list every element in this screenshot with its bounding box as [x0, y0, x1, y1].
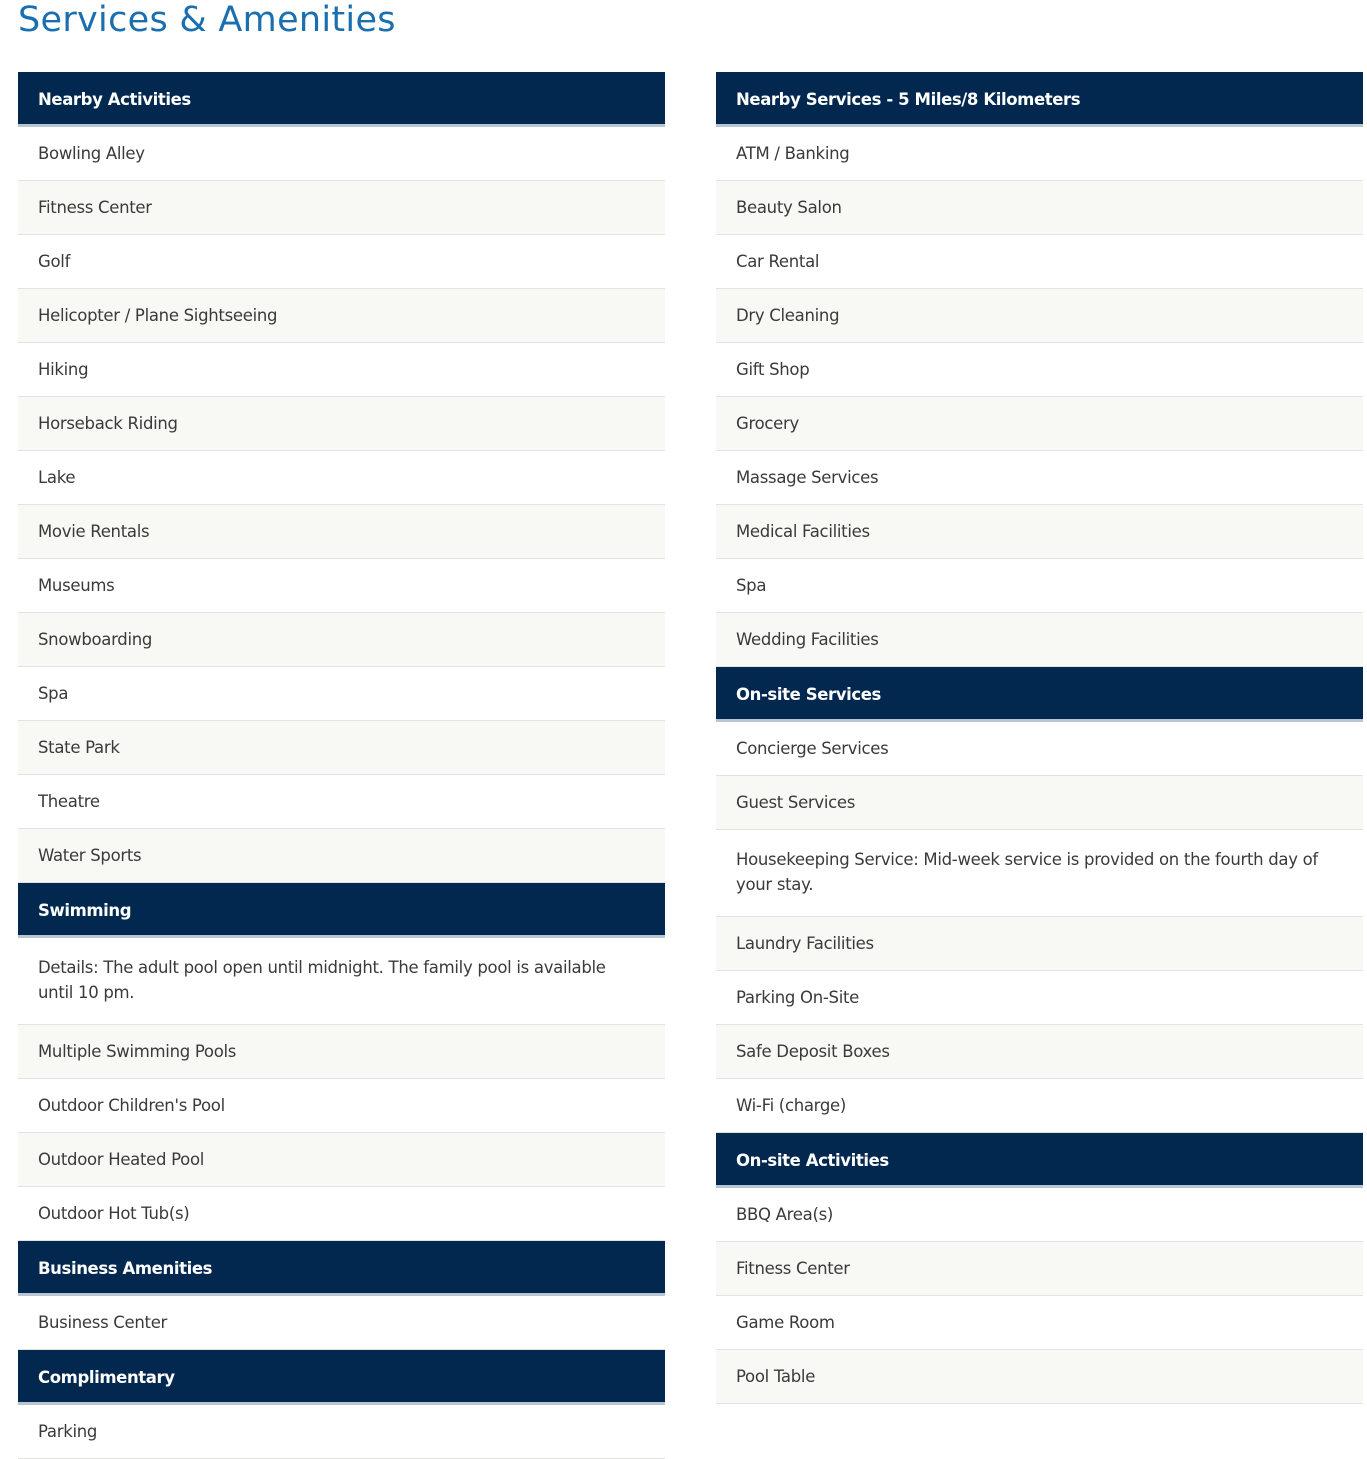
- amenity-list-item: Water Sports: [18, 829, 665, 883]
- amenity-list-item: Parking On-Site: [716, 971, 1363, 1025]
- section-header: Nearby Services - 5 Miles/8 Kilometers: [716, 72, 1363, 127]
- section-complimentary: [18, 1350, 665, 1459]
- amenity-list-item: Museums: [18, 559, 665, 613]
- amenity-list-item: Fitness Center: [18, 181, 665, 235]
- amenity-list-item: Parking: [18, 1405, 665, 1459]
- section-on-site-activities: [716, 1133, 1363, 1404]
- section-list: [18, 1296, 665, 1350]
- amenity-list-item: Details: The adult pool open until midnight. The family pool is available until 10 pm.: [18, 938, 665, 1025]
- right-column: [716, 72, 1363, 1404]
- section-list: [716, 127, 1363, 667]
- amenity-list-item: Business Center: [18, 1296, 665, 1350]
- amenity-list-item: Wi-Fi (charge): [716, 1079, 1363, 1133]
- section-header: On-site Activities: [716, 1133, 1363, 1188]
- section-business-amenities: [18, 1241, 665, 1350]
- amenity-list-item: BBQ Area(s): [716, 1188, 1363, 1242]
- section-list: [18, 127, 665, 883]
- amenity-list-item: Laundry Facilities: [716, 917, 1363, 971]
- section-header: Business Amenities: [18, 1241, 665, 1296]
- section-nearby-services-5-miles-8-kilometers: [716, 72, 1363, 667]
- section-list: [18, 938, 665, 1241]
- amenity-list-item: Game Room: [716, 1296, 1363, 1350]
- left-column: [18, 72, 665, 1459]
- amenity-list-item: Medical Facilities: [716, 505, 1363, 559]
- section-list: [18, 1405, 665, 1459]
- amenity-list-item: Fitness Center: [716, 1242, 1363, 1296]
- amenity-list-item: Golf: [18, 235, 665, 289]
- amenity-list-item: Housekeeping Service: Mid-week service is provided on the fourth day of your stay.: [716, 830, 1363, 917]
- amenity-list-item: Bowling Alley: [18, 127, 665, 181]
- amenity-list-item: Pool Table: [716, 1350, 1363, 1404]
- amenity-list-item: Hiking: [18, 343, 665, 397]
- amenity-list-item: Snowboarding: [18, 613, 665, 667]
- section-header: Complimentary: [18, 1350, 665, 1405]
- amenity-list-item: Beauty Salon: [716, 181, 1363, 235]
- section-on-site-services: [716, 667, 1363, 1133]
- amenity-list-item: Lake: [18, 451, 665, 505]
- amenity-list-item: Dry Cleaning: [716, 289, 1363, 343]
- section-header: Swimming: [18, 883, 665, 938]
- amenity-list-item: Outdoor Heated Pool: [18, 1133, 665, 1187]
- amenity-list-item: Massage Services: [716, 451, 1363, 505]
- page-title: Services & Amenities: [18, 0, 396, 40]
- section-header: On-site Services: [716, 667, 1363, 722]
- amenity-list-item: Wedding Facilities: [716, 613, 1363, 667]
- amenity-list-item: Outdoor Children's Pool: [18, 1079, 665, 1133]
- amenity-list-item: Helicopter / Plane Sightseeing: [18, 289, 665, 343]
- amenity-list-item: Outdoor Hot Tub(s): [18, 1187, 665, 1241]
- section-list: [716, 1188, 1363, 1404]
- amenity-list-item: Gift Shop: [716, 343, 1363, 397]
- amenity-list-item: Movie Rentals: [18, 505, 665, 559]
- amenity-list-item: Car Rental: [716, 235, 1363, 289]
- amenity-list-item: Guest Services: [716, 776, 1363, 830]
- amenity-list-item: Grocery: [716, 397, 1363, 451]
- amenity-list-item: ATM / Banking: [716, 127, 1363, 181]
- amenity-list-item: Multiple Swimming Pools: [18, 1025, 665, 1079]
- section-nearby-activities: [18, 72, 665, 883]
- section-list: [716, 722, 1363, 1133]
- section-header: Nearby Activities: [18, 72, 665, 127]
- amenity-list-item: Theatre: [18, 775, 665, 829]
- amenity-list-item: Spa: [716, 559, 1363, 613]
- amenity-list-item: Horseback Riding: [18, 397, 665, 451]
- amenity-list-item: State Park: [18, 721, 665, 775]
- amenity-list-item: Concierge Services: [716, 722, 1363, 776]
- amenity-list-item: Safe Deposit Boxes: [716, 1025, 1363, 1079]
- section-swimming: [18, 883, 665, 1241]
- amenity-list-item: Spa: [18, 667, 665, 721]
